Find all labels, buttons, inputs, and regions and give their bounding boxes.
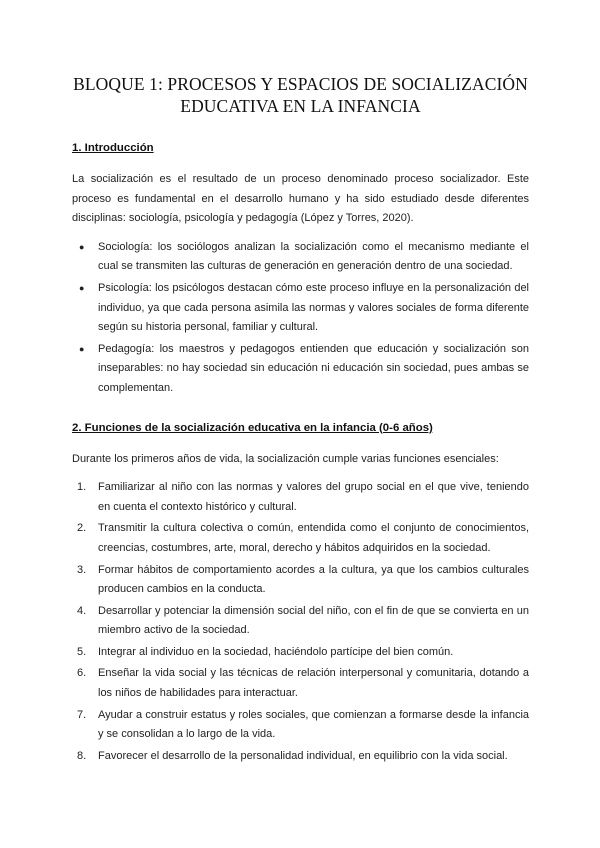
intro-paragraph: La socialización es el resultado de un proceso denominado proceso socializador. Este proceso es fundamental en el desarrollo humano y ha sido estudiado desde diferentes disciplinas: sociología, psicología y pedagogía (López y Torres, 2020). bbox=[72, 173, 529, 225]
title-line-1: BLOQUE 1: PROCESOS Y ESPACIOS DE SOCIALIZACIÓN bbox=[73, 74, 528, 94]
item-text: Desarrollar y potenciar la dimensión social del niño, con el fin de que se convierta en un miembro activo de la sociedad. bbox=[98, 604, 529, 637]
item-number: 6. bbox=[77, 667, 87, 680]
item-text: Ayudar a construir estatus y roles sociales, que comienzan a formarse desde la infancia y se consolidan a lo largo de la vida. bbox=[98, 708, 529, 741]
page-title bbox=[72, 0, 529, 117]
item-number: 5. bbox=[77, 645, 87, 658]
list-item bbox=[79, 238, 529, 277]
item-number: 3. bbox=[77, 563, 87, 576]
item-number: 8. bbox=[77, 749, 87, 762]
disciplines-list bbox=[72, 238, 529, 399]
list-item bbox=[77, 478, 529, 517]
title-line-2: EDUCATIVA EN LA INFANCIA bbox=[180, 96, 421, 116]
list-item bbox=[77, 706, 529, 745]
section-heading-funciones: 2. Funciones de la socialización educativa en la infancia (0-6 años) bbox=[72, 421, 433, 434]
item-text: Integrar al individuo en la sociedad, haciéndolo partícipe del bien común. bbox=[98, 645, 454, 658]
item-number: 4. bbox=[77, 604, 87, 617]
bullet-text: Sociología: los sociólogos analizan la socialización como el mecanismo mediante el cual se transmiten las culturas de generación en generación dentro de una sociedad. bbox=[98, 240, 529, 273]
item-text: Favorecer el desarrollo de la personalidad individual, en equilibrio con la vida social. bbox=[98, 749, 508, 762]
list-item bbox=[77, 747, 529, 767]
item-number: 2. bbox=[77, 522, 87, 535]
item-text: Transmitir la cultura colectiva o común, entendida como el conjunto de conocimientos, creencias, costumbres, arte, moral, derecho y hábitos adquiridos en la sociedad. bbox=[98, 522, 529, 554]
list-item bbox=[77, 519, 529, 558]
bullet-text: Pedagogía: los maestros y pedagogos entienden que educación y socialización son inseparables: no hay sociedad sin educación ni educación sin sociedad, pues ambas se complementan. bbox=[98, 342, 529, 394]
bullet-text: Psicología: los psicólogos destacan cómo este proceso influye en la personalización del individuo, ya que cada persona asimila las normas y valores sociales de forma diferente según su historia personal, familiar y cultural. bbox=[98, 281, 529, 334]
list-item bbox=[77, 664, 529, 703]
item-text: Formar hábitos de comportamiento acordes a la cultura, ya que los cambios culturales producen cambios en la conducta. bbox=[98, 563, 529, 596]
list-item bbox=[77, 602, 529, 641]
bullet-icon: ● bbox=[79, 241, 85, 252]
list-item bbox=[77, 561, 529, 600]
functions-list bbox=[72, 478, 529, 766]
item-text: Enseñar la vida social y las técnicas de relación interpersonal y comunitaria, dotando a los niños de habilidades para interactuar. bbox=[98, 667, 529, 700]
functions-intro-paragraph: Durante los primeros años de vida, la socialización cumple varias funciones esenciales: bbox=[72, 452, 499, 465]
item-number: 1. bbox=[77, 481, 87, 494]
bullet-icon: ● bbox=[79, 282, 85, 293]
item-text: Familiarizar al niño con las normas y valores del grupo social en el que vive, teniendo en cuenta el contexto histórico y cultural. bbox=[98, 481, 529, 513]
list-item bbox=[77, 643, 529, 663]
item-number: 7. bbox=[77, 708, 87, 721]
list-item bbox=[79, 340, 529, 399]
list-item bbox=[79, 279, 529, 338]
bullet-icon: ● bbox=[79, 343, 85, 354]
section-heading-introduccion: 1. Introducción bbox=[72, 142, 154, 154]
